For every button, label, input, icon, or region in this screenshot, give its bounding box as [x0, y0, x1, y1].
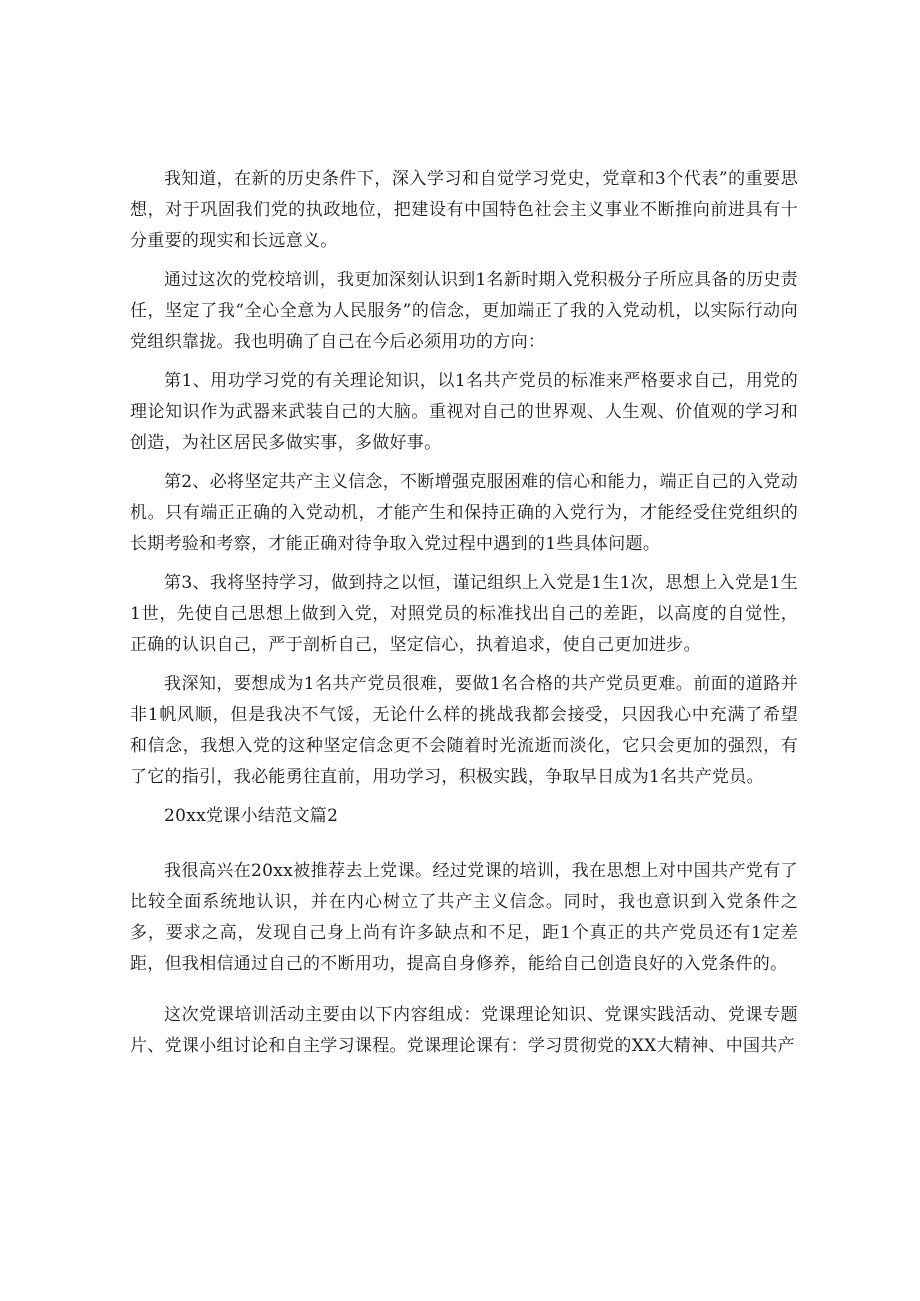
- paragraph-2: 通过这次的党校培训，我更加深刻认识到1名新时期入党积极分子所应具备的历史责任，坚定了我“全心全意为人民服务”的信念，更加端正了我的入党动机，以实际行动向党组织靠拢。我也明确了自己在今后必须用功的方向：: [130, 270, 798, 352]
- paragraph-4: 第2、必将坚定共产主义信念，不断增强克服困难的信心和能力，端正自己的入党动机。只有端正正确的入党动机，才能产生和保持正确的入党行为，才能经受住党组织的长期考验和考察，才能正确对待争取入党过程中遇到的1些具体问题。: [130, 472, 798, 554]
- paragraph-3: 第1、用功学习党的有关理论知识，以1名共产党员的标准来严格要求自己，用党的理论知识作为武器来武装自己的大脑。重视对自己的世界观、人生观、价值观的学习和创造，为社区居民多做实事，多做好事。: [130, 371, 798, 453]
- paragraph-6: 我深知，要想成为1名共产党员很难，要做1名合格的共产党员更难。前面的道路并非1帆风顺，但是我决不气馁，无论什么样的挑战我都会接受，只因我心中充满了希望和信念，我想入党的这种坚定信念更不会随着时光流逝而淡化，它只会更加的强烈，有了它的指引，我必能勇往直前，用功学习，积极实践，争取早日成为1名共产党员。: [130, 674, 798, 787]
- paragraph-8: 这次党课培训活动主要由以下内容组成：党课理论知识、党课实践活动、党课专题片、党课小组讨论和自主学习课程。党课理论课有：学习贯彻党的XX大精神、中国共产: [130, 1005, 798, 1056]
- document-page: [130, 164, 798, 1070]
- paragraph-7: 我很高兴在20xx被推荐去上党课。经过党课的培训，我在思想上对中国共产党有了比较全面系统地认识，并在内心树立了共产主义信念。同时，我也意识到入党条件之多，要求之高，发现自己身上尚有许多缺点和不足，距1个真正的共产党员还有1定差距，但我相信通过自己的不断用功，提高自身修养，能给自己创造良好的入党条件的。: [130, 861, 798, 974]
- paragraph-1: 我知道，在新的历史条件下，深入学习和自觉学习党史，党章和3个代表”的重要思想，对于巩固我们党的执政地位，把建设有中国特色社会主义事业不断推向前进具有十分重要的现实和长远意义。: [130, 169, 798, 251]
- section-heading: 20xx党课小结范文篇2: [164, 806, 339, 826]
- paragraph-5: 第3、我将坚持学习，做到持之以恒，谨记组织上入党是1生1次，思想上入党是1生1世，先使自己思想上做到入党，对照党员的标准找出自己的差距，以高度的自觉性，正确的认识自己，严于剖析自己，坚定信心，执着追求，使自己更加进步。: [130, 573, 798, 655]
